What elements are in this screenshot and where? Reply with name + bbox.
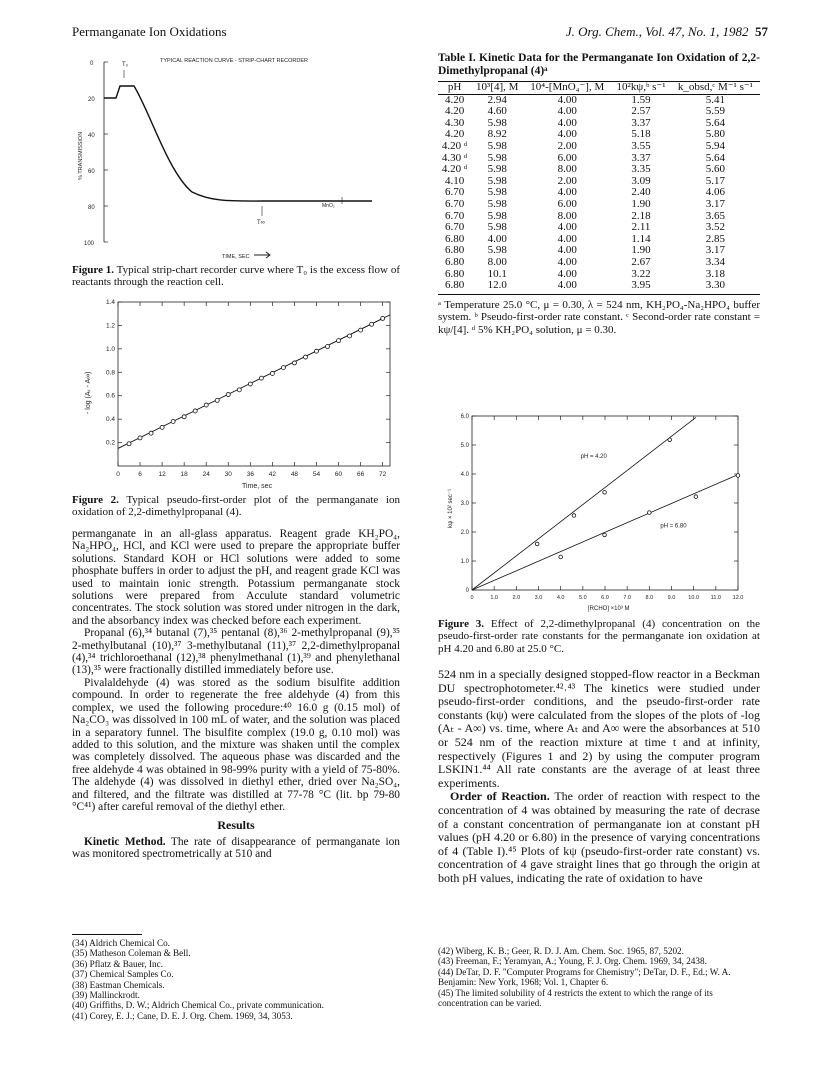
journal-citation: J. Org. Chem., Vol. 47, No. 1, 1982 [565, 24, 749, 39]
table-cell: 3.09 [631, 174, 651, 187]
figure-1-caption [72, 264, 400, 289]
figure-2-xtick-label: 30 [224, 471, 232, 478]
table-1 [438, 52, 760, 336]
table-cell: 6.00 [557, 197, 577, 210]
table-cell: 4.30 ᵈ [441, 151, 468, 164]
running-header-title: Permanganate Ion Oxidations [72, 24, 227, 39]
order-of-reaction-heading: Order of Reaction. [450, 789, 550, 804]
left-paragraph-1: permanganate in an all-glass apparatus. Reagent grade KH₂PO₄, Na₂HPO₄, HCl, and KCl were used to prepare the appropriate buffer solutions. Standard KOH or HCl solutions were added to some phosphate buffers in order to adjust the pH, and reagent grade KCl was used to maintain ionic strength. Potassium permanganate stock solutions were prepared from Acculute standard volumetric concentrates. The stock solution was stored under nitrogen in the dark, and the absorbancy index was checked before each experiment. [72, 528, 400, 627]
figure-3-xtick-label: 7.0 [623, 595, 631, 601]
table-cell: 5.98 [487, 221, 507, 234]
figure-2-data-point [171, 419, 175, 423]
table-1-header-row [438, 82, 760, 94]
left-footnote-rule [72, 934, 142, 935]
table-row [438, 199, 760, 211]
table-cell: 5.98 [487, 151, 507, 164]
figure-3-xtick-label: 0 [470, 595, 474, 601]
figure-2-xtick-label: 12 [158, 471, 166, 478]
table-cell: 4.00 [557, 116, 577, 129]
table-cell: 8.00 [487, 255, 507, 268]
footnote-35: (35) Matheson Coleman & Bell. [72, 948, 191, 959]
footnote-41: (41) Corey, E. J.; Cane, D. E. J. Org. Chem. 1969, 34, 3053. [72, 1010, 293, 1021]
left-paragraph-3: Pivalaldehyde (4) was stored as the sodium bisulfite addition compound. In order to regenerate the free aldehyde (4) from this complex, we used the following procedure:⁴⁰ 16.0 g (0.15 mol) of Na₂CO₃ was dissolved in 100 mL of water, and the solution was placed in a separatory funnel. The bisulfite complex (19.0 g, 0.10 mol) was added to this solution, and the mixture was shaken until the complex was completely dissolved. The aqueous phase was discarded and the free aldehyde 4 was obtained in 98-99% purity with a yield of 75-80%. The aldehyde (4) was dissolved in diethyl ether, dried over Na₂SO₄, and filtered, and the filtrate was distilled at 77-78 °C (lit. bp 79-80 °C⁴¹) after careful removal of the diethyl ether. [72, 676, 400, 813]
figure-2-data-point [215, 398, 219, 402]
figure-1-t0-label: T₀ [122, 62, 129, 68]
table-cell: 6.80 [444, 267, 465, 280]
table-1-title: Table I. Kinetic Data for the Permanganate Ion Oxidation of 2,2-Dimethylpropanal (4)ᵃ [438, 52, 760, 77]
figure-2-data-point [182, 415, 186, 419]
figure-2-data-point [359, 328, 363, 332]
table-cell: 2.57 [631, 105, 651, 118]
figure-3-data-point [559, 555, 563, 559]
figure-3-data-point [648, 511, 652, 515]
figure-2-data-point [127, 442, 131, 446]
table-1-body [438, 94, 760, 292]
figure-2-data-point [226, 393, 230, 397]
table-cell: 3.34 [705, 255, 726, 268]
figure-2-data-point [326, 345, 330, 349]
figure-2-ytick-label: 0.2 [105, 439, 115, 447]
figure-3-ytick-label: 5.0 [460, 443, 469, 449]
results-heading: Results [217, 818, 255, 833]
table-cell: 2.94 [487, 93, 507, 106]
figure-2-xlabel: Time, sec [242, 483, 273, 490]
figure-2-xtick-label: 24 [202, 471, 210, 478]
footnote-45: (45) The limited solubility of 4 restricts the extent to which the range of its concentration can be varied. [438, 987, 713, 1009]
table-cell: 4.00 [487, 232, 507, 245]
figure-2-data-point [381, 316, 385, 320]
table-cell: 4.06 [705, 186, 726, 199]
table-cell: 6.80 [444, 279, 465, 292]
figure-3-xtick-label: 6.0 [601, 595, 609, 601]
table-cell: 10.1 [487, 267, 507, 280]
table-cell: 2.18 [631, 209, 651, 222]
table-cell: 2.85 [705, 232, 726, 245]
figure-3-data-point [535, 542, 539, 546]
figure-2-data-point [303, 355, 307, 359]
figure-1-caption-text: Typical strip-chart recorder curve where T₀ is the excess flow of reactants through the reaction cell. [72, 264, 400, 289]
table-cell: 3.30 [705, 279, 726, 292]
table-cell: 6.70 [444, 209, 465, 222]
table-cell: 5.18 [631, 128, 651, 141]
running-header-journal [566, 24, 768, 40]
figure-1-title: TYPICAL REACTION CURVE - STRIP-CHART RECORDER [160, 58, 309, 64]
table-cell: 3.55 [631, 139, 651, 152]
table-cell: 3.17 [705, 197, 726, 210]
table-cell: 3.22 [631, 267, 651, 280]
footnote-34: (34) Aldrich Chemical Co. [72, 938, 170, 948]
table-cell: 6.80 [444, 232, 465, 245]
figure-2-ytick-label: 1.4 [105, 299, 115, 306]
figure-3-chart [438, 408, 760, 614]
figure-3-ytick-label: 4.0 [460, 472, 469, 478]
kinetic-method-heading: Kinetic Method. [84, 835, 166, 848]
figure-2-caption [72, 494, 400, 519]
figure-3-xtick-label: 1.0 [490, 595, 498, 601]
table-cell: 3.52 [705, 221, 726, 234]
table-cell: 5.17 [705, 174, 726, 187]
figure-1-tinf-label: T∞ [257, 220, 265, 226]
figure-2-ytick-label: 0.4 [105, 416, 115, 424]
table-row [438, 164, 760, 176]
figure-1-caption-label: Figure 1. [72, 264, 115, 276]
table-cell: 5.98 [487, 186, 507, 199]
figure-2-ytick-label: 1.0 [105, 345, 115, 353]
left-footnotes [72, 938, 400, 1021]
figure-2-data-point [370, 322, 374, 326]
table-cell: 5.94 [705, 139, 726, 152]
footnote-38: (38) Eastman Chemicals. [72, 979, 165, 990]
table-row [438, 280, 760, 292]
table-cell: 8.92 [487, 128, 507, 141]
figure-3-plot-frame [472, 416, 738, 590]
table-cell: 4.30 [444, 116, 465, 129]
figure-3-caption-text: Effect of 2,2-dimethylpropanal (4) concentration on the pseudo-first-order rate constants for the permanganate ion oxidation at pH 4.20 and 6.80 at 25.0 °C. [438, 618, 760, 655]
table-cell: 5.98 [487, 163, 507, 176]
table-cell: 2.00 [557, 139, 577, 152]
table-cell: 5.98 [487, 244, 507, 257]
table-cell: 4.00 [557, 267, 577, 280]
figure-3-data-point [603, 533, 607, 537]
figure-2-ytick-label: 0.8 [105, 369, 115, 377]
table-cell: 4.20 [444, 128, 465, 141]
table-1-grid [438, 82, 760, 292]
table-cell: 8.00 [557, 163, 577, 176]
kinetic-method-text: The rate of disappearance of permanganate ion was monitored spectrometrically at 510 and [72, 835, 401, 861]
figure-3-xtick-label: 5.0 [579, 595, 587, 601]
table-row [438, 141, 760, 153]
right-paragraph-2 [438, 790, 760, 885]
figure-2-data-point [292, 361, 296, 365]
left-paragraph-2: Propanal (6),³⁴ butanal (7),³⁵ pentanal (8),³⁶ 2-methylpropanal (9),³⁵ 2-methylbutanal (10),³⁷ 3-methylbutanal (11),³⁷ 2,2-dimethylpropanal (4),³⁴ trichloroethanal (12),³⁸ phenylmethanal (1),³⁹ and phenylethanal (13),³⁵ were fractionally distilled immediately before use. [72, 627, 400, 677]
figure-2-data-point [149, 431, 153, 435]
table-cell: 3.37 [631, 116, 651, 129]
figure-1-chart [72, 52, 402, 262]
table-cell: 6.70 [444, 186, 465, 199]
figure-3-ylabel: kψ × 10² sec⁻¹ [448, 489, 454, 528]
left-paragraph-4 [72, 836, 400, 861]
table-cell: 2.11 [631, 221, 651, 234]
table-cell: 6.70 [444, 221, 465, 234]
figure-2-data-point [204, 403, 208, 407]
figure-3-caption [438, 618, 760, 655]
figure-3-data-point [603, 490, 607, 494]
figure-2-xtick-label: 42 [268, 471, 276, 478]
figure-2-xtick-label: 60 [334, 471, 343, 478]
table-cell: 2.67 [631, 255, 651, 268]
footnote-37: (37) Chemical Samples Co. [72, 969, 174, 980]
table-cell: 6.80 [444, 244, 465, 257]
figure-2-data-point [348, 334, 352, 338]
table-cell: 4.20 ᵈ [441, 139, 468, 152]
table-cell: 3.65 [705, 209, 726, 222]
table-cell: 3.37 [631, 151, 651, 164]
figure-2-chart [72, 296, 402, 492]
fig1-ytick-100: 100 [84, 241, 95, 247]
col-conc-4: 10³[4], M [471, 82, 523, 94]
table-cell: 4.00 [557, 93, 577, 106]
footnote-39: (39) Mallinckrodt. [72, 990, 140, 1001]
table-cell: 1.14 [631, 232, 651, 245]
figure-3-data-point [736, 474, 740, 478]
figure-2-xtick-label: 66 [356, 471, 365, 478]
figure-3-fit-line [472, 417, 696, 590]
table-cell: 5.98 [487, 197, 507, 210]
figure-2-data-point [259, 376, 263, 380]
figure-3-xtick-label: 12.0 [732, 595, 744, 601]
table-cell: 4.00 [557, 244, 577, 257]
figure-1-time-arrow [254, 252, 270, 258]
figure-3-ytick-label: 0 [465, 588, 469, 594]
table-cell: 4.10 [444, 174, 465, 187]
figure-2-xtick-label: 72 [379, 471, 387, 478]
right-body-text [438, 668, 760, 886]
figure-2-caption-text: Typical pseudo-first-order plot of the permanganate ion oxidation of 2,2-dimethylpropanal (4). [72, 494, 400, 519]
figure-1-mno2-label: MnO₂ [322, 203, 335, 209]
figure-3-ytick-label: 2.0 [460, 530, 469, 536]
figure-2-data-point [193, 409, 197, 413]
footnote-44: (44) DeTar, D. F. "Computer Programs for Chemistry"; DeTar, D. F., Ed.; W. A. Benjamin: New York, 1968; Vol. 1, Chapter 6. [438, 966, 731, 988]
figure-3-xtick-label: 11.0 [710, 595, 721, 601]
right-footnotes [438, 946, 760, 1008]
fig1-ytick-40: 40 [88, 133, 95, 139]
table-cell: 6.70 [444, 197, 465, 210]
table-row [438, 222, 760, 234]
table-cell: 1.59 [631, 93, 651, 106]
table-cell: 6.80 [444, 255, 465, 268]
figure-3-xtick-label: 3.0 [534, 595, 543, 601]
col-ph: pH [438, 82, 471, 94]
figure-3-xlabel: [RCHO] ×10³ M [588, 606, 630, 612]
figure-3-xtick-label: 2.0 [512, 595, 521, 601]
figure-2-xtick-label: 0 [116, 471, 120, 478]
figure-3-caption-label: Figure 3. [438, 618, 485, 630]
figure-3-data-point [694, 495, 698, 499]
figure-3-series-label: pH = 6.80 [660, 523, 687, 530]
table-cell: 4.00 [557, 128, 577, 141]
table-row [438, 257, 760, 269]
figure-2-caption-label: Figure 2. [72, 494, 119, 506]
table-cell: 5.98 [487, 174, 507, 187]
table-cell: 1.90 [631, 197, 651, 210]
figure-2-ytick-label: 1.2 [105, 322, 115, 330]
table-cell: 5.60 [705, 163, 726, 176]
table-1-footnote: ᵃ Temperature 25.0 °C, μ = 0.30, λ = 524 nm, KH₂PO₄-Na₂HPO₄ buffer system. ᵇ Pseudo-first-order rate constant. ᶜ Second-order rate constant = kψ/[4]. ᵈ 5% KH₂PO₄ solution, μ = 0.30. [438, 298, 760, 336]
table-cell: 2.00 [557, 174, 577, 187]
table-cell: 4.20 [444, 105, 465, 118]
table-cell: 6.00 [557, 151, 577, 164]
footnote-42: (42) Wiberg, K. B.; Geer, R. D. J. Am. Chem. Soc. 1965, 87, 5202. [438, 946, 684, 956]
table-cell: 3.35 [631, 163, 651, 176]
footnote-43: (43) Freeman, F.; Yeramyan, A.; Young, F. J. Org. Chem. 1969, 34, 2438. [438, 956, 707, 967]
footnote-40: (40) Griffiths, D. W.; Aldrich Chemical Co., private communication. [72, 1000, 324, 1011]
left-body-text [72, 528, 400, 861]
table-cell: 4.00 [557, 232, 577, 245]
figure-2-xtick-label: 6 [138, 471, 142, 478]
table-cell: 4.20 [444, 93, 465, 106]
col-conc-mno4: 10⁴-[MnO₄⁻], M [523, 82, 611, 94]
table-cell: 1.90 [631, 244, 651, 257]
table-cell: 4.60 [487, 105, 507, 118]
table-cell: 5.98 [487, 139, 507, 152]
figure-3-data-point [668, 438, 672, 442]
table-cell: 2.40 [631, 186, 651, 199]
fig1-ytick-80: 80 [88, 205, 95, 211]
figure-1-ylabel: % TRANSMISSION [78, 131, 84, 180]
figure-2-xtick-label: 54 [312, 471, 321, 478]
table-cell: 4.00 [557, 186, 577, 199]
col-kobsd: k_obsd,ᶜ M⁻¹ s⁻¹ [671, 82, 760, 94]
table-cell: 5.59 [705, 105, 726, 118]
order-of-reaction-text: The order of reaction with respect to the concentration of 4 was obtained by measuring the rate of decrase of a constant concentration of permanganate ion at constant pH values (pH 4.20 or 6.80) in the presence of varying concentrations of 4 (Table I).⁴⁵ Plots of kψ (pseudo-first-order rate constant) vs. concentration of 4 gave straight lines that go through the origin at both pH values, indicating the rate of oxidation to have [438, 789, 760, 885]
figure-2-data-point [270, 371, 274, 375]
figure-2-data-point [237, 388, 241, 392]
table-cell: 5.98 [487, 116, 507, 129]
figure-3-xtick-label: 4.0 [556, 595, 565, 601]
fig1-ytick-0: 0 [90, 61, 94, 67]
figure-3-ytick-label: 3.0 [460, 501, 469, 507]
figure-3-series-label: pH = 4.20 [580, 454, 607, 461]
figure-2-ytick-label: 0.6 [105, 392, 115, 400]
fig1-ytick-20: 20 [88, 97, 95, 103]
table-cell: 3.18 [705, 267, 726, 280]
table-cell: 3.17 [705, 244, 726, 257]
figure-3-ytick-label: 6.0 [460, 414, 469, 420]
footnote-36: (36) Pflatz & Bauer, Inc. [72, 958, 163, 969]
table-cell: 8.00 [557, 209, 577, 222]
figure-2-data-point [281, 366, 285, 370]
table-cell: 4.00 [557, 105, 577, 118]
table-cell: 5.98 [487, 209, 507, 222]
table-cell: 5.41 [705, 93, 726, 106]
page-number: 57 [755, 24, 768, 39]
table-cell: 12.0 [487, 279, 507, 292]
figure-2-data-point [337, 339, 341, 343]
table-cell: 5.64 [705, 116, 726, 129]
figure-1-xlabel: TIME, SEC [222, 254, 250, 260]
table-cell: 4.00 [557, 221, 577, 234]
figure-1-curve [104, 86, 372, 201]
figure-2-xtick-label: 36 [246, 471, 254, 478]
figure-2-data-point [314, 349, 318, 353]
figure-3-xtick-label: 8.0 [645, 595, 654, 601]
col-kpsi: 10²kψ,ᵇ s⁻¹ [611, 82, 671, 94]
table-cell: 4.00 [557, 279, 577, 292]
figure-2-data-point [160, 425, 164, 429]
table-cell: 5.80 [705, 128, 726, 141]
figure-3-ytick-label: 1.0 [460, 559, 469, 565]
figure-2-xtick-label: 48 [290, 471, 299, 478]
right-paragraph-1: 524 nm in a specially designed stopped-flow reactor in a Beckman DU spectrophotometer.⁴²˒⁴³ The kinetics were studied under pseudo-first-order conditions, and the pseudo-first-order rate constants (kψ) were calculated from the slopes of the plots of -log (Aₜ - A∞) vs. time, where Aₜ and A∞ were the absorbances at 510 or 524 nm of the reaction mixture at time t and at infinity, respectively (Figures 1 and 2) by using the computer program LSKIN1.⁴⁴ All rate constants are the average of at least three experiments. [438, 667, 760, 790]
figure-2-data-point [138, 436, 142, 440]
table-cell: 5.64 [705, 151, 726, 164]
figure-2-plot-frame [118, 302, 390, 466]
table-cell: 4.00 [557, 255, 577, 268]
table-cell: 3.95 [631, 279, 651, 292]
figure-2-xtick-label: 18 [180, 471, 188, 478]
fig1-ytick-60: 60 [88, 169, 95, 175]
figure-3-xtick-label: 9.0 [667, 595, 676, 601]
figure-3-xtick-label: 10.0 [688, 595, 700, 601]
figure-2-ylabel: - log (Aₜ - A∞) [85, 371, 92, 414]
table-cell: 4.20 ᵈ [441, 163, 468, 176]
figure-3-data-point [572, 514, 576, 518]
figure-2-data-point [248, 382, 252, 386]
